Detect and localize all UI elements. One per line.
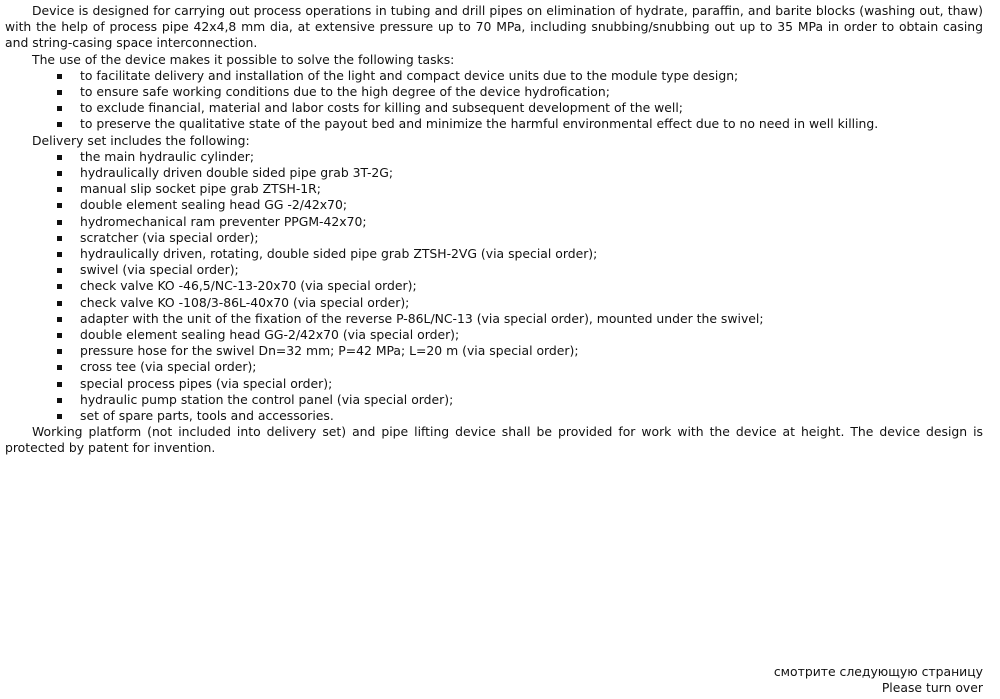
square-bullet-icon bbox=[57, 317, 62, 322]
list-item-text: manual slip socket pipe grab ZTSH-1R; bbox=[80, 181, 321, 197]
list-item-text: set of spare parts, tools and accessories. bbox=[80, 408, 334, 424]
list-item bbox=[5, 327, 983, 343]
list-item-text: to preserve the qualitative state of the payout bed and minimize the harmful environmental effect due to no need in well killing. bbox=[80, 116, 879, 132]
square-bullet-icon bbox=[57, 220, 62, 225]
square-bullet-icon bbox=[57, 122, 62, 127]
list-item bbox=[5, 181, 983, 197]
list-item bbox=[5, 408, 983, 424]
square-bullet-icon bbox=[57, 203, 62, 208]
list-item bbox=[5, 246, 983, 262]
list-item-text: swivel (via special order); bbox=[80, 262, 239, 278]
list-item-text: check valve KO -108/3-86L-40x70 (via special order); bbox=[80, 294, 410, 310]
list-item-text: special process pipes (via special order); bbox=[80, 375, 333, 391]
list-item bbox=[5, 230, 983, 246]
list-item-text: hydraulically driven double sided pipe grab 3T-2G; bbox=[80, 165, 394, 181]
intro-paragraph: Device is designed for carrying out process operations in tubing and drill pipes on elimination of hydrate, paraffin, and barite blocks (washing out, thaw) with the help of process pipe 42x4,8 mm dia, at extensive pressure up to 70 MPa, including snubbing/snubbing out up to 35 MPa in order to obtain casing and string-casing space interconnection. bbox=[5, 3, 983, 51]
delivery-heading: Delivery set includes the following: bbox=[32, 132, 250, 148]
list-item-text: cross tee (via special order); bbox=[80, 359, 257, 375]
delivery-list bbox=[5, 149, 983, 424]
list-item bbox=[5, 197, 983, 213]
square-bullet-icon bbox=[57, 187, 62, 192]
square-bullet-icon bbox=[57, 106, 62, 111]
square-bullet-icon bbox=[57, 171, 62, 176]
square-bullet-icon bbox=[57, 252, 62, 257]
list-item-text: pressure hose for the swivel Dn=32 mm; P=42 MPa; L=20 m (via special order); bbox=[80, 343, 579, 359]
square-bullet-icon bbox=[57, 236, 62, 241]
list-item-text: the main hydraulic cylinder; bbox=[80, 148, 255, 164]
list-item bbox=[5, 116, 983, 132]
square-bullet-icon bbox=[57, 349, 62, 354]
list-item bbox=[5, 278, 983, 294]
tasks-list bbox=[5, 68, 983, 133]
list-item-text: hydromechanical ram preventer PPGM-42x70; bbox=[80, 213, 367, 229]
list-item-text: scratcher (via special order); bbox=[80, 229, 259, 245]
list-item bbox=[5, 343, 983, 359]
square-bullet-icon bbox=[57, 301, 62, 306]
list-item-text: hydraulic pump station the control panel (via special order); bbox=[80, 391, 454, 407]
list-item bbox=[5, 311, 983, 327]
square-bullet-icon bbox=[57, 333, 62, 338]
list-item-text: to ensure safe working conditions due to the high degree of the device hydrofication; bbox=[80, 84, 610, 100]
square-bullet-icon bbox=[57, 155, 62, 160]
square-bullet-icon bbox=[57, 365, 62, 370]
square-bullet-icon bbox=[57, 414, 62, 419]
footer-line-ru: смотрите следующую страницу bbox=[773, 664, 983, 679]
list-item-text: hydraulically driven, rotating, double sided pipe grab ZTSH-2VG (via special order); bbox=[80, 246, 598, 262]
square-bullet-icon bbox=[57, 284, 62, 289]
list-item-text: double element sealing head GG -2/42x70; bbox=[80, 197, 347, 213]
list-item bbox=[5, 214, 983, 230]
list-item-text: adapter with the unit of the fixation of the reverse P-86L/NC-13 (via special order), mounted under the swivel; bbox=[80, 310, 764, 326]
square-bullet-icon bbox=[57, 90, 62, 95]
square-bullet-icon bbox=[57, 398, 62, 403]
list-item-text: to facilitate delivery and installation of the light and compact device units due to the module type design; bbox=[80, 67, 739, 83]
footer-line-en: Please turn over bbox=[881, 680, 983, 695]
list-item bbox=[5, 376, 983, 392]
square-bullet-icon bbox=[57, 268, 62, 273]
page-footer bbox=[774, 664, 983, 696]
list-item-text: double element sealing head GG-2/42x70 (via special order); bbox=[80, 327, 460, 343]
list-item bbox=[5, 100, 983, 116]
list-item bbox=[5, 262, 983, 278]
list-item bbox=[5, 165, 983, 181]
list-item bbox=[5, 295, 983, 311]
closing-paragraph: Working platform (not included into delivery set) and pipe lifting device shall be provided for work with the device at height. The device design is protected by patent for invention. bbox=[5, 424, 983, 456]
list-item bbox=[5, 149, 983, 165]
list-item bbox=[5, 359, 983, 375]
list-item bbox=[5, 68, 983, 84]
document-body bbox=[5, 3, 983, 457]
square-bullet-icon bbox=[57, 382, 62, 387]
list-item bbox=[5, 392, 983, 408]
list-item bbox=[5, 84, 983, 100]
list-item-text: check valve KO -46,5/NC-13-20x70 (via special order); bbox=[80, 278, 417, 294]
tasks-heading: The use of the device makes it possible to solve the following tasks: bbox=[32, 51, 455, 67]
list-item-text: to exclude financial, material and labor costs for killing and subsequent development of the well; bbox=[80, 100, 683, 116]
square-bullet-icon bbox=[57, 74, 62, 79]
